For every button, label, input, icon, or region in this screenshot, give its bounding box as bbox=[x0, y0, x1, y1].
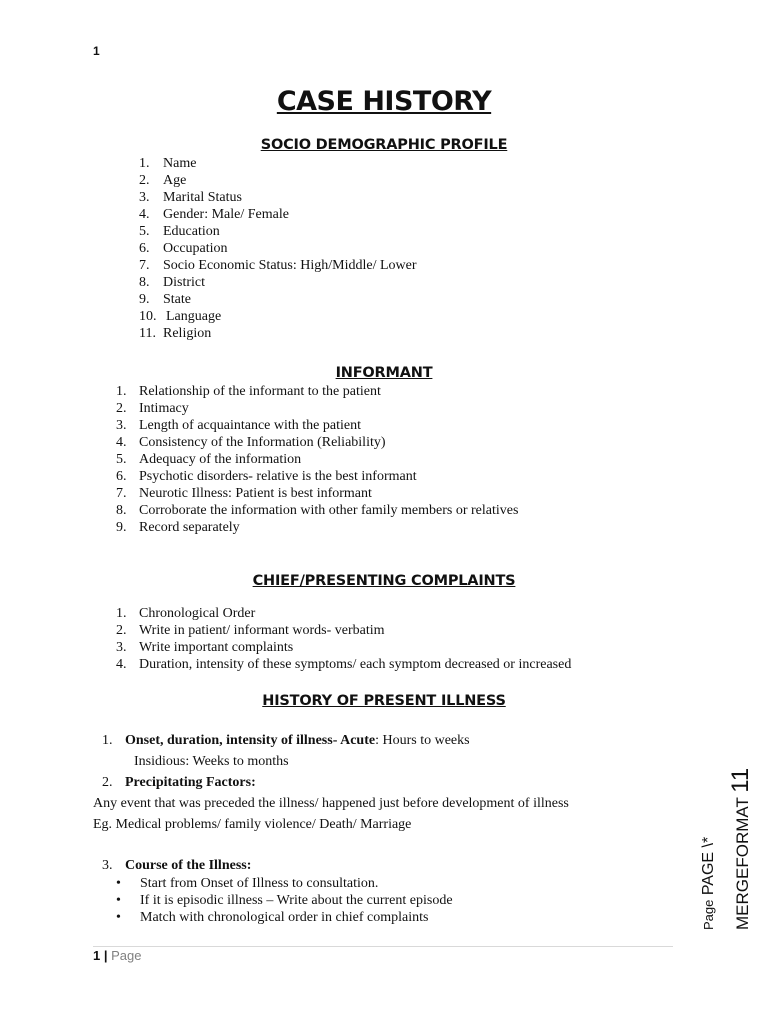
hpi-bullets bbox=[116, 875, 453, 926]
chief-list bbox=[116, 605, 571, 673]
list-item: • Match with chronological order in chief complaints bbox=[116, 910, 429, 925]
page-title: CASE HISTORY bbox=[276, 86, 492, 117]
list-item: 6. Occupation bbox=[139, 241, 228, 256]
side-field-medium: PAGE \* bbox=[700, 836, 717, 896]
list-item: 4. Gender: Male/ Female bbox=[139, 207, 289, 222]
list-item: 8. Corroborate the information with other family members or relatives bbox=[116, 503, 519, 518]
hpi-paragraph: Any event that was preceded the illness/ happened just before development of illness bbox=[93, 796, 569, 811]
list-item: 2. Write in patient/ informant words- verbatim bbox=[116, 623, 385, 638]
hpi-item-course: 3. Course of the Illness: bbox=[102, 858, 252, 873]
list-item: • If it is episodic illness – Write about the current episode bbox=[116, 893, 453, 908]
side-field-small: Page bbox=[701, 899, 716, 930]
hpi-item-precipitating: 2. Precipitating Factors: bbox=[102, 775, 256, 790]
informant-list bbox=[116, 383, 518, 536]
list-item: • Start from Onset of Illness to consultation. bbox=[116, 876, 379, 891]
list-item: 5. Education bbox=[139, 224, 220, 239]
hpi-item-onset-sub: Insidious: Weeks to months bbox=[134, 754, 289, 769]
chief-heading: CHIEF/PRESENTING COMPLAINTS bbox=[252, 573, 516, 589]
side-field-number: 11 bbox=[727, 767, 754, 793]
list-item: 7. Neurotic Illness: Patient is best informant bbox=[116, 486, 372, 501]
list-item: 10. Language bbox=[139, 309, 222, 324]
list-item: 6. Psychotic disorders- relative is the best informant bbox=[116, 469, 417, 484]
list-item: 4. Duration, intensity of these symptoms/ each symptom decreased or increased bbox=[116, 657, 572, 672]
list-item: 3. Length of acquaintance with the patient bbox=[116, 418, 361, 433]
list-item: 1. Chronological Order bbox=[116, 606, 256, 621]
side-field-large: MERGEFORMAT bbox=[733, 797, 752, 930]
list-item: 3. Write important complaints bbox=[116, 640, 294, 655]
hpi-heading: HISTORY OF PRESENT ILLNESS bbox=[262, 693, 506, 709]
list-item: 1. Relationship of the informant to the patient bbox=[116, 384, 381, 399]
list-item: 7. Socio Economic Status: High/Middle/ Lower bbox=[139, 258, 417, 273]
footer-separator: | bbox=[103, 948, 108, 963]
list-item: 4. Consistency of the Information (Reliability) bbox=[116, 435, 386, 450]
footer-page-label: Page bbox=[111, 948, 142, 963]
list-item: 3. Marital Status bbox=[139, 190, 242, 205]
list-item: 9. State bbox=[139, 292, 191, 307]
list-item: 8. District bbox=[139, 275, 205, 290]
list-item: 5. Adequacy of the information bbox=[116, 452, 302, 467]
informant-heading: INFORMANT bbox=[335, 365, 433, 381]
socio-list bbox=[139, 155, 417, 342]
footer bbox=[93, 948, 142, 963]
list-item: 9. Record separately bbox=[116, 520, 240, 535]
list-item: 2. Age bbox=[139, 173, 187, 188]
list-item: 2. Intimacy bbox=[116, 401, 189, 416]
footer-page-number: 1 bbox=[93, 948, 101, 963]
list-item: 1. Name bbox=[139, 156, 197, 171]
header-page-number: 1 bbox=[93, 44, 100, 58]
socio-heading: SOCIO DEMOGRAPHIC PROFILE bbox=[260, 137, 508, 153]
hpi-paragraph: Eg. Medical problems/ family violence/ Death/ Marriage bbox=[93, 817, 412, 832]
hpi-item-onset: 1. Onset, duration, intensity of illness- Acute: Hours to weeks bbox=[102, 733, 470, 748]
footer-divider bbox=[93, 946, 673, 947]
list-item: 11. Religion bbox=[139, 326, 212, 341]
